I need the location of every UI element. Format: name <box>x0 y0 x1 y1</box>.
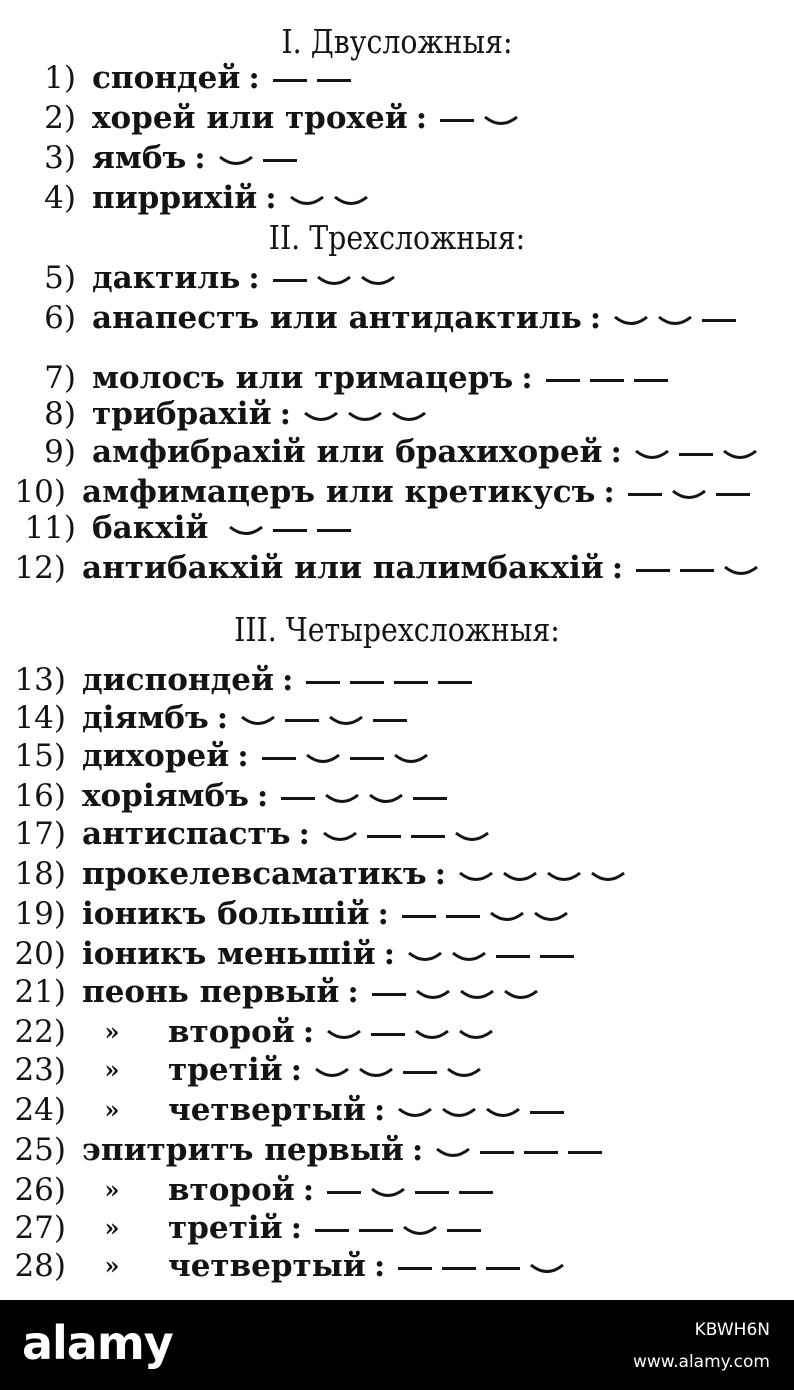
meter-scheme <box>265 178 372 218</box>
long-syllable-mark <box>367 835 401 838</box>
long-syllable-mark <box>371 1033 405 1036</box>
meter-scheme <box>374 1090 569 1130</box>
foot-number: 7) <box>44 360 76 396</box>
foot-row <box>0 894 573 934</box>
long-syllable-mark <box>281 797 315 800</box>
long-syllable-mark <box>702 319 736 322</box>
short-syllable-mark <box>306 753 340 765</box>
foot-term: второй <box>168 1014 295 1050</box>
long-syllable-mark <box>459 1191 493 1194</box>
foot-number: 9) <box>44 434 76 470</box>
foot-row <box>0 854 630 894</box>
long-syllable-mark <box>350 757 384 760</box>
long-syllable-mark <box>317 79 351 82</box>
foot-term: іоникъ большій <box>82 896 370 932</box>
long-syllable-mark <box>486 1267 520 1270</box>
short-syllable-mark <box>658 315 692 327</box>
foot-number: 19) <box>14 896 66 932</box>
long-syllable-mark <box>446 915 480 918</box>
foot-term: анапестъ или антидактиль <box>92 300 582 336</box>
meter-colon: : <box>216 700 229 736</box>
meter-scheme <box>521 358 672 398</box>
foot-row <box>0 98 523 138</box>
foot-number: 20) <box>14 936 66 972</box>
foot-number: 27) <box>14 1210 66 1246</box>
meter-scheme <box>217 698 412 738</box>
short-syllable-mark <box>371 1187 405 1199</box>
long-syllable-mark <box>411 835 445 838</box>
meter-colon: : <box>265 180 277 216</box>
meter-colon: : <box>383 936 396 972</box>
meter-scheme <box>612 548 763 588</box>
long-syllable-mark <box>680 569 714 572</box>
alamy-logo: alamy <box>22 1316 173 1370</box>
short-syllable-mark <box>290 195 324 207</box>
foot-term: діямбъ <box>82 700 209 736</box>
image-code: KBWH6N <box>694 1320 770 1340</box>
foot-row <box>0 138 302 178</box>
long-syllable-mark <box>402 915 436 918</box>
long-syllable-mark <box>438 681 472 684</box>
short-syllable-mark <box>635 449 669 461</box>
meter-colon: : <box>298 816 310 852</box>
long-syllable-mark <box>285 719 319 722</box>
foot-row <box>0 1246 569 1286</box>
short-syllable-mark <box>329 715 363 727</box>
long-syllable-mark <box>372 993 406 996</box>
foot-number: 23) <box>14 1052 66 1088</box>
short-syllable-mark <box>394 753 428 765</box>
foot-number: 21) <box>14 974 66 1010</box>
foot-row <box>0 1130 607 1170</box>
short-syllable-mark <box>398 1107 432 1119</box>
ditto-mark: » <box>104 1055 120 1084</box>
foot-row <box>0 776 452 816</box>
ditto-mark: » <box>104 1095 120 1124</box>
short-syllable-mark <box>348 411 382 423</box>
foot-number: 6) <box>44 300 76 336</box>
section-heading-trisyllabic: II. Трехсложныя: <box>268 218 526 257</box>
ditto-mark: » <box>104 1251 120 1280</box>
foot-row <box>0 660 477 700</box>
short-syllable-mark <box>315 1067 349 1079</box>
meter-scheme <box>291 1208 486 1248</box>
foot-row <box>0 1090 569 1130</box>
meter-scheme <box>416 98 523 138</box>
meter-colon: : <box>411 1132 424 1168</box>
foot-term: бакхій <box>92 510 209 546</box>
meter-colon: : <box>194 140 206 176</box>
meter-colon: : <box>256 778 269 814</box>
meter-scheme <box>603 472 754 512</box>
short-syllable-mark <box>486 1107 520 1119</box>
foot-number: 12) <box>14 550 66 586</box>
section-heading-tetrasyllabic: III. Четырехсложныя: <box>234 610 560 649</box>
site-url: www.alamy.com <box>632 1352 770 1372</box>
foot-number: 25) <box>14 1132 66 1168</box>
foot-term: эпитритъ первый <box>82 1132 404 1168</box>
short-syllable-mark <box>503 871 537 883</box>
short-syllable-mark <box>403 1225 437 1237</box>
short-syllable-mark <box>317 275 351 287</box>
long-syllable-mark <box>636 569 670 572</box>
meter-scheme <box>194 138 301 178</box>
short-syllable-mark <box>327 1029 361 1041</box>
foot-row <box>0 358 673 398</box>
foot-row <box>0 58 356 98</box>
foot-row <box>0 472 755 512</box>
foot-term: антибакхій или палимбакхій <box>82 550 604 586</box>
long-syllable-mark <box>716 493 750 496</box>
short-syllable-mark <box>614 315 648 327</box>
long-syllable-mark <box>403 1071 437 1074</box>
foot-row <box>0 814 494 854</box>
meter-colon: : <box>377 896 389 932</box>
meter-scheme <box>435 854 630 894</box>
foot-number: 22) <box>14 1014 66 1050</box>
short-syllable-mark <box>534 911 568 923</box>
long-syllable-mark <box>315 1229 349 1232</box>
foot-number: 13) <box>14 662 66 698</box>
short-syllable-mark <box>724 565 758 577</box>
meter-scheme <box>299 814 494 854</box>
meter-colon: : <box>248 260 260 296</box>
meter-scheme <box>303 1012 498 1052</box>
foot-row <box>0 178 373 218</box>
foot-row <box>0 1170 498 1210</box>
short-syllable-mark <box>484 115 518 127</box>
short-syllable-mark <box>219 155 253 167</box>
meter-colon: : <box>347 974 359 1010</box>
long-syllable-mark <box>524 1151 558 1154</box>
long-syllable-mark <box>350 681 384 684</box>
meter-scheme <box>248 258 399 298</box>
foot-term: второй <box>168 1172 295 1208</box>
short-syllable-mark <box>361 275 395 287</box>
long-syllable-mark <box>568 1151 602 1154</box>
foot-term: пиррихій <box>92 180 258 216</box>
ditto-mark: » <box>104 1175 120 1204</box>
long-syllable-mark <box>273 79 307 82</box>
short-syllable-mark <box>241 715 275 727</box>
long-syllable-mark <box>496 955 530 958</box>
meter-colon: : <box>302 1014 315 1050</box>
foot-term: третій <box>168 1052 283 1088</box>
short-syllable-mark <box>442 1107 476 1119</box>
meter-scheme <box>377 894 572 934</box>
foot-row <box>0 394 431 434</box>
ditto-mark: » <box>104 1017 120 1046</box>
foot-term: третій <box>168 1210 283 1246</box>
foot-number: 5) <box>44 260 76 296</box>
foot-row <box>0 508 356 548</box>
short-syllable-mark <box>323 831 357 843</box>
ditto-mark: » <box>104 1213 120 1242</box>
meter-colon: : <box>373 1248 386 1284</box>
foot-number: 18) <box>14 856 66 892</box>
long-syllable-mark <box>273 279 307 282</box>
long-syllable-mark <box>317 529 351 532</box>
meter-colon: : <box>281 662 294 698</box>
foot-term: прокелевсаматикъ <box>82 856 427 892</box>
long-syllable-mark <box>447 1229 481 1232</box>
short-syllable-mark <box>392 411 426 423</box>
meter-scheme <box>282 660 477 700</box>
meter-colon: : <box>302 1172 315 1208</box>
foot-term: антиспастъ <box>82 816 291 852</box>
foot-term: амфимацеръ или кретикусъ <box>82 474 596 510</box>
long-syllable-mark <box>634 379 668 382</box>
foot-row <box>0 972 543 1012</box>
long-syllable-mark <box>530 1111 564 1114</box>
meter-colon: : <box>415 100 428 136</box>
long-syllable-mark <box>394 681 428 684</box>
foot-row <box>0 736 433 776</box>
foot-number: 8) <box>44 396 76 432</box>
short-syllable-mark <box>229 525 263 537</box>
foot-row <box>0 548 763 588</box>
long-syllable-mark <box>263 159 297 162</box>
long-syllable-mark <box>440 119 474 122</box>
section-heading-disyllabic: I. Двусложныя: <box>281 22 513 61</box>
foot-term: молосъ или тримацеръ <box>92 360 514 396</box>
foot-term: дактиль <box>92 260 241 296</box>
short-syllable-mark <box>325 793 359 805</box>
short-syllable-mark <box>415 1029 449 1041</box>
short-syllable-mark <box>452 951 486 963</box>
foot-term: диспондей <box>82 662 274 698</box>
meter-colon: : <box>611 550 624 586</box>
long-syllable-mark <box>373 719 407 722</box>
meter-colon: : <box>610 434 622 470</box>
foot-term: четвертый <box>168 1248 366 1284</box>
short-syllable-mark <box>447 1067 481 1079</box>
long-syllable-mark <box>359 1229 393 1232</box>
long-syllable-mark <box>273 529 307 532</box>
foot-term: трибрахій <box>92 396 272 432</box>
foot-number: 11) <box>24 510 76 546</box>
foot-row <box>0 1012 498 1052</box>
short-syllable-mark <box>547 871 581 883</box>
meter-scheme <box>280 394 431 434</box>
foot-row <box>0 934 579 974</box>
long-syllable-mark <box>540 955 574 958</box>
foot-number: 1) <box>44 60 76 96</box>
short-syllable-mark <box>723 449 757 461</box>
short-syllable-mark <box>672 489 706 501</box>
meter-scheme <box>248 58 355 98</box>
meter-colon: : <box>589 300 602 336</box>
foot-term: четвертый <box>168 1092 366 1128</box>
foot-number: 28) <box>14 1248 66 1284</box>
meter-colon: : <box>603 474 615 510</box>
long-syllable-mark <box>590 379 624 382</box>
long-syllable-mark <box>413 797 447 800</box>
meter-scheme <box>303 1170 498 1210</box>
long-syllable-mark <box>628 493 662 496</box>
foot-row <box>0 698 412 738</box>
foot-number: 15) <box>14 738 66 774</box>
meter-scheme <box>412 1130 607 1170</box>
foot-number: 14) <box>14 700 66 736</box>
long-syllable-mark <box>306 681 340 684</box>
long-syllable-mark <box>679 453 713 456</box>
foot-number: 3) <box>44 140 76 176</box>
foot-number: 17) <box>14 816 66 852</box>
foot-row <box>0 1050 486 1090</box>
foot-number: 24) <box>14 1092 66 1128</box>
meter-scheme <box>347 972 542 1012</box>
short-syllable-mark <box>436 1147 470 1159</box>
meter-scheme <box>374 1246 569 1286</box>
foot-number: 10) <box>14 474 66 510</box>
long-syllable-mark <box>398 1267 432 1270</box>
foot-term: хоріямбъ <box>82 778 249 814</box>
foot-term: пеонь первый <box>82 974 340 1010</box>
foot-row <box>0 258 400 298</box>
meter-scheme <box>291 1050 486 1090</box>
short-syllable-mark <box>334 195 368 207</box>
foot-term: амфибрахій или брахихорей <box>92 434 603 470</box>
long-syllable-mark <box>546 379 580 382</box>
foot-term: дихорей <box>82 738 230 774</box>
meter-colon: : <box>521 360 533 396</box>
meter-colon: : <box>279 396 292 432</box>
short-syllable-mark <box>416 989 450 1001</box>
watermark-footer <box>0 1300 794 1390</box>
short-syllable-mark <box>504 989 538 1001</box>
meter-colon: : <box>373 1092 386 1128</box>
meter-colon: : <box>248 60 260 96</box>
long-syllable-mark <box>262 757 296 760</box>
meter-scheme <box>611 432 762 472</box>
foot-term: спондей <box>92 60 241 96</box>
meter-colon: : <box>290 1052 303 1088</box>
meter-scheme <box>590 298 741 338</box>
meter-scheme <box>237 736 432 776</box>
meter-colon: : <box>237 738 249 774</box>
foot-number: 2) <box>44 100 76 136</box>
meter-colon: : <box>290 1210 303 1246</box>
short-syllable-mark <box>591 871 625 883</box>
long-syllable-mark <box>442 1267 476 1270</box>
short-syllable-mark <box>369 793 403 805</box>
meter-scheme <box>216 522 356 534</box>
foot-row <box>0 432 762 472</box>
foot-term: іоникъ меньшій <box>82 936 376 972</box>
short-syllable-mark <box>359 1067 393 1079</box>
short-syllable-mark <box>530 1263 564 1275</box>
meter-colon: : <box>434 856 447 892</box>
foot-number: 4) <box>44 180 76 216</box>
meter-scheme <box>257 776 452 816</box>
short-syllable-mark <box>408 951 442 963</box>
foot-row <box>0 1208 486 1248</box>
meter-scheme <box>384 934 579 974</box>
short-syllable-mark <box>490 911 524 923</box>
short-syllable-mark <box>459 871 493 883</box>
short-syllable-mark <box>304 411 338 423</box>
foot-row <box>0 298 741 338</box>
foot-number: 26) <box>14 1172 66 1208</box>
short-syllable-mark <box>459 1029 493 1041</box>
long-syllable-mark <box>327 1191 361 1194</box>
long-syllable-mark <box>480 1151 514 1154</box>
foot-term: ямбъ <box>92 140 187 176</box>
foot-term: хорей или трохей <box>92 100 408 136</box>
long-syllable-mark <box>415 1191 449 1194</box>
short-syllable-mark <box>455 831 489 843</box>
short-syllable-mark <box>460 989 494 1001</box>
foot-number: 16) <box>14 778 66 814</box>
